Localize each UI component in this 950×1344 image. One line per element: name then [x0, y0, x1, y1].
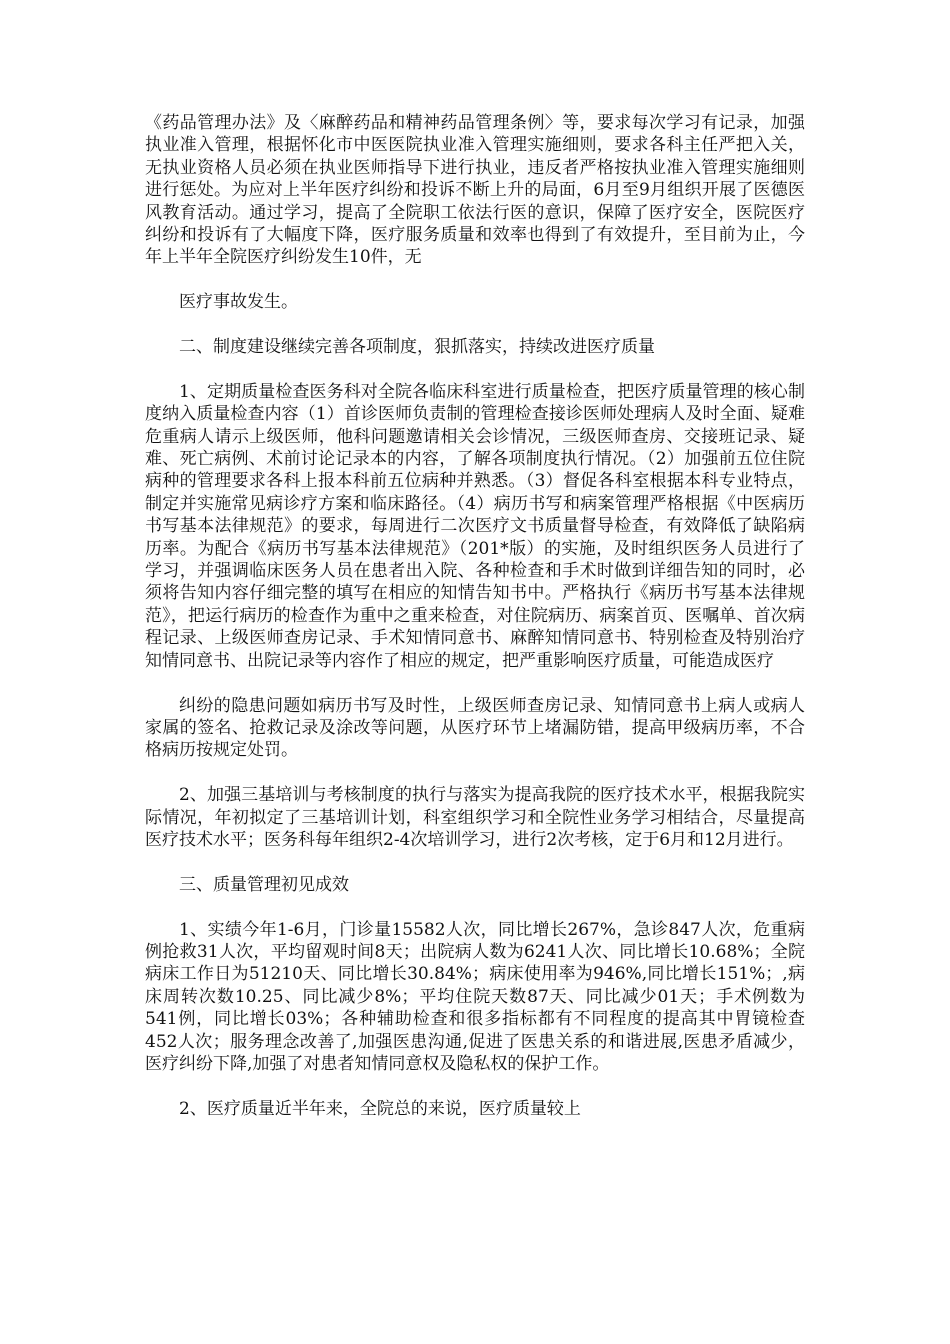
paragraph-quality-inspection: 1、定期质量检查医务科对全院各临床科室进行质量检查，把医疗质量管理的核心制度纳入质量检查内容（1）首诊医师负责制的管理检查接诊医师处理病人及时全面、疑难危重病人请示上级医师，他科问题邀请相关会诊情况，三级医师查房、交接班记录、疑难、死亡病例、术前讨论记录本的内容，了解各项制度执行情况。（2）加强前五位住院病种的管理要求各科上报本科前五位病种并熟悉。（3）督促各科室根据本科专业特点，制定并实施常见病诊疗方案和临床路径。（4）病历书写和病案管理严格根据《中医病历书写基本法律规范》的要求，每周进行二次医疗文书质量督导检查，有效降低了缺陷病历率。为配合《病历书写基本法律规范》（201*版）的实施，及时组织医务人员进行了学习，并强调临床医务人员在患者出入院、各种检查和手术时做到详细告知的同时，必须将告知内容仔细完整的填写在相应的知情告知书中。严格执行《病历书写基本法律规范》，把运行病历的检查作为重中之重来检查，对住院病历、病案首页、医嘱单、首次病程记录、上级医师查房记录、手术知情同意书、麻醉知情同意书、特别检查及特别治疗知情同意书、出院记录等内容作了相应的规定，把严重影响医疗质量，可能造成医疗	[145, 381, 805, 671]
paragraph-medical-quality: 2、医疗质量近半年来，全院总的来说，医疗质量较上	[179, 1098, 581, 1119]
section-heading-quality-results: 三、质量管理初见成效	[179, 874, 349, 895]
document-body	[145, 112, 805, 1143]
paragraph-dispute-risks: 纠纷的隐患问题如病历书写及时性，上级医师查房记录、知情同意书上病人或病人家属的签名、抢救记录及涂改等问题，从医疗环节上堵漏防错，提高甲级病历率，不合格病历按规定处罚。	[145, 695, 805, 761]
paragraph-three-basics-training: 2、加强三基培训与考核制度的执行与落实为提高我院的医疗技术水平，根据我院实际情况，年初拟定了三基培训计划，科室组织学习和全院性业务学习相结合，尽量提高医疗技术水平；医务科每年组织2-4次培训学习，进行2次考核，定于6月和12月进行。	[145, 785, 805, 850]
paragraph-performance-statistics: 1、实绩今年1-6月，门诊量15582人次，同比增长267%，急诊847人次，危重病例抢救31人次，平均留观时间8天；出院病人数为6241人次、同比增长10.68%；全院病床工作日为51210天、同比增长30.84%；病床使用率为946%,同比增长151%；,病床周转次数10.25、同比减少8%；平均住院天数87天、同比减少01天；手术例数为541例，同比增长03%；各种辅助检查和很多指标都有不同程度的提高其中胃镜检查452人次；服务理念改善了,加强医患沟通,促进了医患关系的和谐进展,医患矛盾减少，医疗纠纷下降,加强了对患者知情同意权及隐私权的保护工作。	[145, 919, 805, 1074]
section-heading-system-building: 二、制度建设继续完善各项制度，狠抓落实，持续改进医疗质量	[179, 337, 655, 358]
paragraph-no-accidents: 医疗事故发生。	[179, 292, 298, 313]
paragraph-drug-regulations: 《药品管理办法》及〈麻醉药品和精神药品管理条例〉等，要求每次学习有记录，加强执业准入管理，根据怀化市中医医院执业准入管理实施细则，要求各科主任严把入关，无执业资格人员必须在执业医师指导下进行执业，违反者严格按执业准入管理实施细则进行惩处。为应对上半年医疗纠纷和投诉不断上升的局面，6月至9月组织开展了医德医风教育活动。通过学习，提高了全院职工依法行医的意识，保障了医疗安全，医院医疗纠纷和投诉有了大幅度下降，医疗服务质量和效率也得到了有效提升，至目前为止，今年上半年全院医疗纠纷发生10件，无	[145, 113, 805, 268]
